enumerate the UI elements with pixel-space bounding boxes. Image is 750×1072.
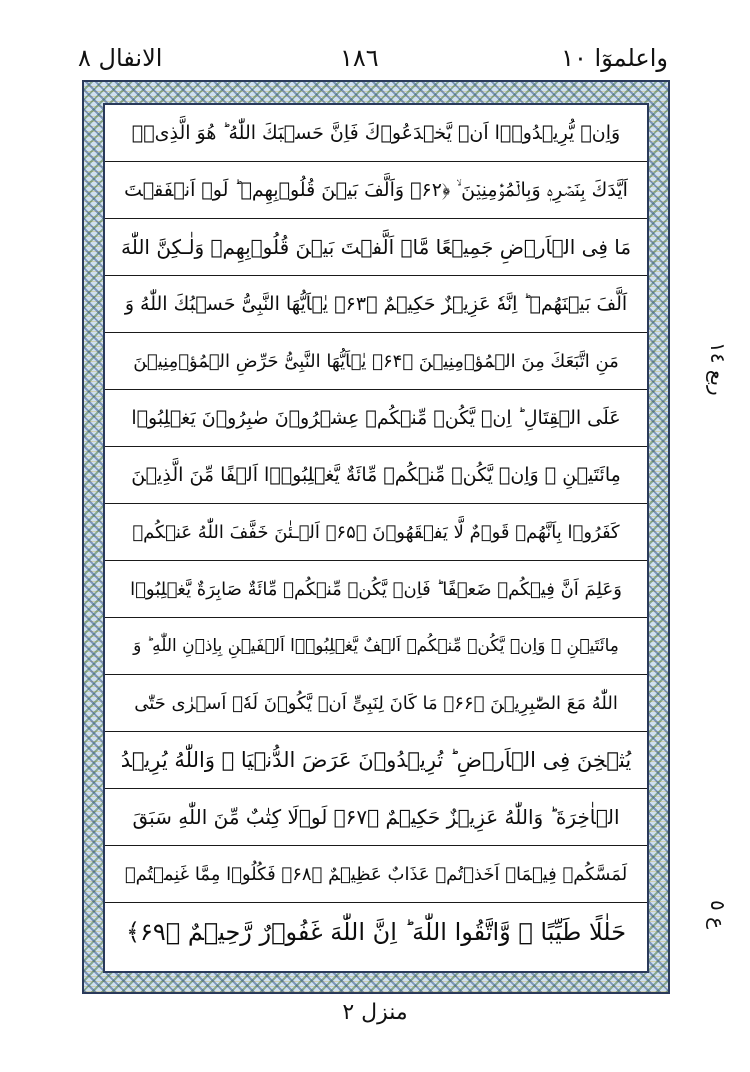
verse-line bbox=[105, 333, 647, 390]
ruku-marker: ربع ١٤ bbox=[706, 342, 730, 396]
verse-line-text: عَلَى الۡقِتَالِ‌ ؕ اِنۡ يَّكُنۡ مِّنۡكُمۡ عِشۡرُوۡنَ صٰبِرُوۡنَ يَغۡلِبُوۡا bbox=[131, 407, 621, 429]
verse-line bbox=[105, 276, 647, 333]
verse-line bbox=[105, 390, 647, 447]
verse-line-text: حَلٰلًا طَيِّبًا ‌ۖ وَّاتَّقُوا اللّٰهَ‌ ؕ اِنَّ اللّٰهَ غَفُوۡرٌ رَّحِيۡمٌ ﴿۶۹﴾ bbox=[125, 917, 627, 946]
verse-line bbox=[105, 162, 647, 219]
page-header bbox=[0, 0, 750, 80]
verse-line-text: وَاِنۡ يُّرِيۡدُوۡۤا اَنۡ يَّخۡدَعُوۡكَ فَاِنَّ حَسۡبَكَ اللّٰهُ ‌ؕ هُوَ الَّذِىۡۤ bbox=[131, 122, 621, 144]
verse-line-text: مِائَتَيۡنِ‌ ۚ وَاِنۡ يَّكُنۡ مِّنۡكُمۡ اَلۡفٌ يَّغۡلِبُوۡۤا اَلۡفَيۡنِ بِاِذۡنِ اللّٰهِ‌ ؕ وَ bbox=[133, 636, 619, 656]
verse-line bbox=[105, 504, 647, 561]
verse-line bbox=[105, 618, 647, 675]
juz-name: واعلموٓا ١٠ bbox=[561, 44, 668, 72]
verse-line-text: اللّٰهُ مَعَ الصّٰبِرِيۡنَ ﴿۶۶﴾ مَا كَانَ لِنَبِىٍّ اَنۡ يَّكُوۡنَ لَهٗۤ اَسۡرٰى حَتّٰى bbox=[134, 692, 618, 714]
verse-line-text: اَيَّدَكَ بِنَصۡرِهٖ وَبِالۡمُؤۡمِنِيۡنَ ۙ‏ ﴿۶۲﴾ وَاَلَّفَ بَيۡنَ قُلُوۡبِهِمۡ‌ ؕ لَوۡ اَنۡفَقۡتَ bbox=[124, 179, 628, 201]
text-panel bbox=[103, 103, 649, 973]
verse-line-text: كَفَرُوۡا بِاَنَّهُمۡ قَوۡمٌ لَّا يَفۡقَهُوۡنَ ﴿۶۵﴾ اَلۡـئٰنَ خَفَّفَ اللّٰهُ عَنۡكُمۡ bbox=[132, 521, 620, 543]
ruku-marker: ع ٥ bbox=[706, 900, 730, 930]
verse-line bbox=[105, 561, 647, 618]
verse-line-text: لَمَسَّكُمۡ فِيۡمَاۤ اَخَذۡتُمۡ عَذَابٌ عَظِيۡمٌ‏ ﴿۶۸﴾ فَكُلُوۡا مِمَّا غَنِمۡتُمۡ bbox=[124, 863, 628, 885]
verse-line-text: اَلَّفَ بَيۡنَهُمۡ‌ ؕ اِنَّهٗ عَزِيۡزٌ حَكِيۡمٌ‏ ﴿۶۳﴾ يٰۤاَيُّهَا النَّبِىُّ حَسۡبُكَ اللّٰهُ وَ bbox=[124, 293, 628, 315]
verse-line bbox=[105, 219, 647, 276]
verse-line bbox=[105, 447, 647, 504]
verse-line bbox=[105, 846, 647, 903]
verse-line-text: مَنِ اتَّبَعَكَ مِنَ الۡمُؤۡمِنِيۡنَ ﴿۶۴﴾ يٰۤاَيُّهَا النَّبِىُّ حَرِّضِ الۡمُؤۡمِنِيۡنَ bbox=[133, 350, 619, 372]
verse-line-text: مَا فِى الۡاَرۡضِ جَمِيۡعًا مَّاۤ اَلَّفۡتَ بَيۡنَ قُلُوۡبِهِمۡ وَلٰـكِنَّ اللّٰهَ bbox=[120, 235, 632, 259]
surah-name: الانفال ٨ bbox=[78, 44, 163, 72]
verse-line-text: الۡاٰخِرَةَ‌ ؕ وَاللّٰهُ عَزِيۡزٌ حَكِيۡمٌ‏ ﴿۶۷﴾ لَوۡلَا كِتٰبٌ مِّنَ اللّٰهِ سَبَقَ bbox=[132, 805, 620, 829]
verse-line-text: وَعَلِمَ اَنَّ فِيۡكُمۡ ضَعۡفًا‌ ؕ فَاِنۡ يَّكُنۡ مِّنۡكُمۡ مِّائَةٌ صَابِرَةٌ يَّغۡلِبُوۡا bbox=[130, 578, 622, 600]
verse-line-text: مِائَتَيۡنِ‌ ۚ وَاِنۡ يَّكُنۡ مِّنۡكُمۡ مِّائَةٌ يَّغۡلِبُوۡۤا اَلۡفًا مِّنَ الَّذِيۡنَ bbox=[131, 464, 621, 486]
ornamental-border bbox=[82, 80, 670, 994]
verse-line bbox=[105, 105, 647, 162]
verse-line bbox=[105, 675, 647, 732]
verse-line-text: يُثۡخِنَ فِى الۡاَرۡضِ‌ ؕ تُرِيۡدُوۡنَ عَرَضَ الدُّنۡيَا ‌ۖ وَاللّٰهُ يُرِيۡدُ bbox=[120, 748, 632, 772]
manzil-footer: منزل ٢ bbox=[342, 1000, 408, 1025]
verse-line bbox=[105, 789, 647, 846]
verse-line bbox=[105, 903, 647, 960]
verse-line bbox=[105, 732, 647, 789]
page-number: ١٨٦ bbox=[340, 44, 379, 72]
